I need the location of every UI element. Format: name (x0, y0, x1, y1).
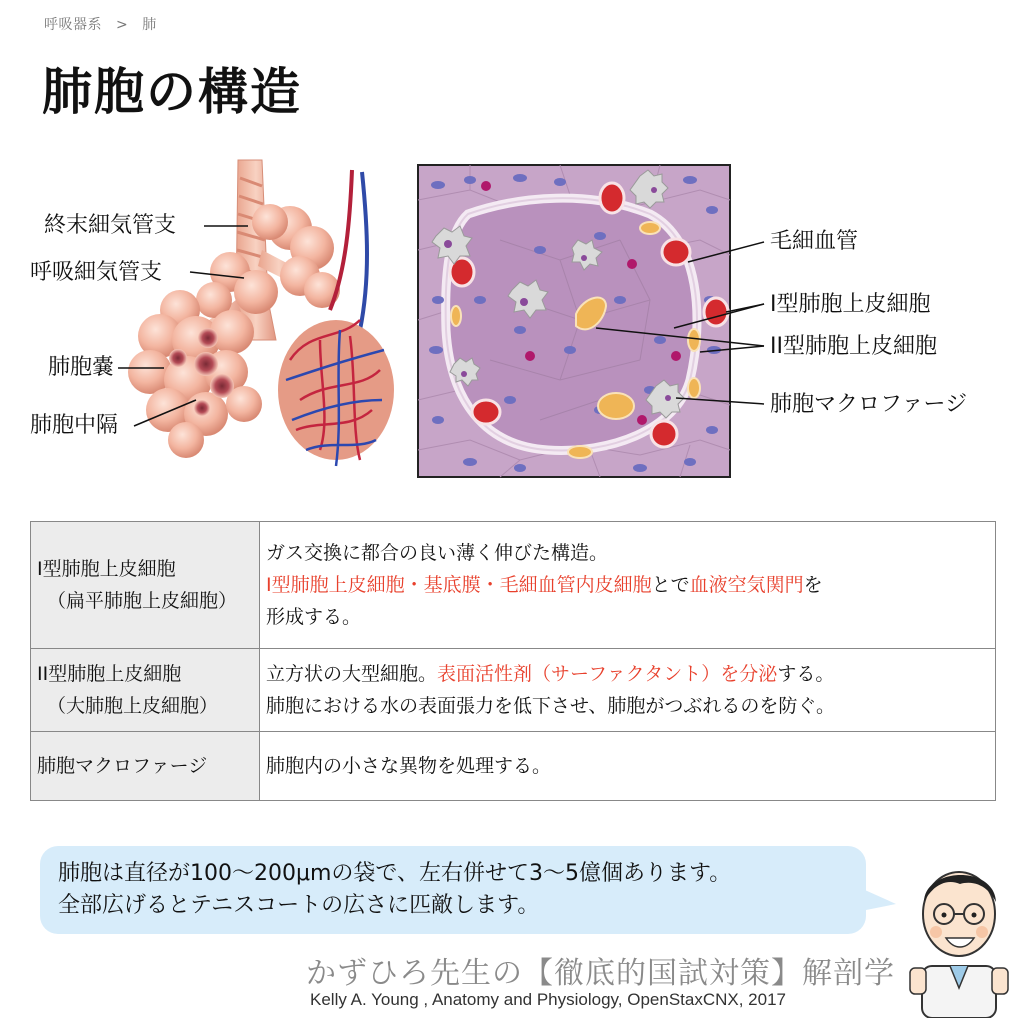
alveolus-micrograph (418, 165, 730, 477)
row-header (31, 649, 260, 732)
breadcrumb-current: 肺 (142, 17, 157, 33)
label-type1-cell: I型肺胞上皮細胞 (770, 292, 931, 317)
description-line: 形成する。 (266, 606, 362, 628)
figures (0, 0, 1024, 500)
label-capillary: 毛細血管 (770, 229, 859, 254)
image-credit: Kelly A. Young , Anatomy and Physiology, OpenStaxCNX, 2017 (310, 990, 786, 1009)
bubble-tail (856, 886, 896, 916)
highlight-text: I型肺胞上皮細胞・基底膜・毛細血管内皮細胞 (266, 574, 652, 596)
speech-bubble (40, 846, 866, 934)
description-line: I型肺胞上皮細胞・基底膜・毛細血管内皮細胞とで血液空気関門を (266, 574, 823, 596)
cell-alias: （扁平肺胞上皮細胞） (47, 590, 238, 612)
highlight-text: 表面活性剤（サーファクタント）を分泌 (437, 663, 778, 685)
description-line: ガス交換に都合の良い薄く伸びた構造。 (266, 542, 609, 564)
teacher-avatar (904, 858, 1014, 1018)
row-description (260, 649, 996, 732)
label-type2-cell: II型肺胞上皮細胞 (770, 334, 937, 359)
bubble-text (58, 858, 731, 922)
breadcrumb-parent[interactable]: 呼吸器系 (44, 17, 102, 33)
description-line: 立方状の大型細胞。表面活性剤（サーファクタント）を分泌する。 (266, 663, 835, 685)
cell-name: I型肺胞上皮細胞 (37, 558, 176, 580)
table-row (31, 649, 996, 732)
row-header (31, 522, 260, 649)
cell-name: II型肺胞上皮細胞 (37, 663, 182, 685)
row-description (260, 522, 996, 649)
label-macrophage: 肺胞マクロファージ (770, 392, 968, 417)
label-respiratory-bronchiole: 呼吸細気管支 (30, 260, 163, 285)
description-line: 肺胞における水の表面張力を低下させ、肺胞がつぶれるのを防ぐ。 (266, 695, 836, 717)
highlight-text: 血液空気関門 (689, 574, 804, 596)
breadcrumb-separator: > (116, 17, 129, 33)
cell-alias: （大肺胞上皮細胞） (47, 695, 219, 717)
description-line: 肺胞内の小さな異物を処理する。 (266, 755, 552, 777)
cell-table (30, 521, 996, 801)
bubble-line: 全部広げるとテニスコートの広さに匹敵します。 (58, 893, 540, 918)
label-alveolar-septum: 肺胞中隔 (30, 413, 119, 438)
row-description (260, 732, 996, 801)
label-alveolar-sac: 肺胞嚢 (48, 355, 115, 380)
table-row (31, 732, 996, 801)
row-header (31, 732, 260, 801)
cell-name: 肺胞マクロファージ (37, 755, 208, 777)
label-terminal-bronchiole: 終末細気管支 (44, 213, 177, 238)
footer-title: かずひろ先生の【徹底的国試対策】解剖学 (306, 956, 895, 991)
table-row (31, 522, 996, 649)
page-title: 肺胞の構造 (42, 63, 302, 121)
bronchiole-illustration (128, 160, 394, 466)
bubble-line: 肺胞は直径が100〜200μmの袋で、左右併せて3〜5億個あります。 (58, 861, 732, 886)
